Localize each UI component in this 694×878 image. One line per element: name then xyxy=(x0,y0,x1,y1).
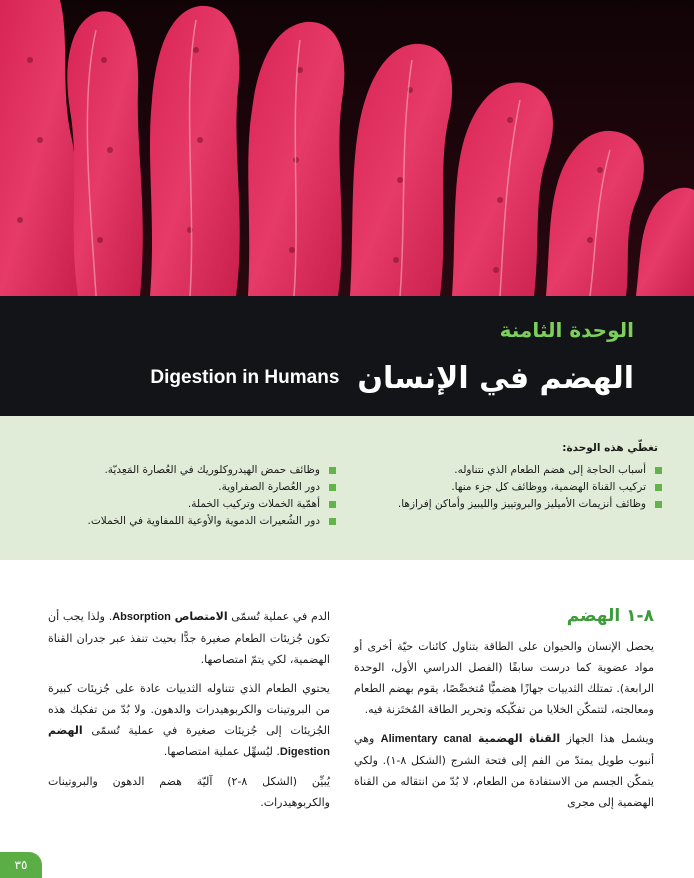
unit-label: الوحدة الثامنة xyxy=(499,318,634,342)
objectives-heading: تغطّي هذه الوحدة: xyxy=(562,442,658,454)
objective-item: أسباب الحاجة إلى هضم الطعام الذي نتناوله. xyxy=(357,462,662,479)
square-bullet-icon xyxy=(329,467,336,474)
objectives-list-right xyxy=(357,462,662,513)
objective-item: وظائف أنزيمات الأميليز والبروتييز والليبيز وأماكن إفرازها. xyxy=(357,496,662,513)
objectives-panel xyxy=(0,416,694,560)
objective-item: تركيب القناة الهضمية، ووظائف كل جزء منها. xyxy=(357,479,662,496)
key-term-arabic: الهضم xyxy=(48,724,83,737)
paragraph: يحتوي الطعام الذي تتناوله الثدييات عادة على جُزيئات كبيرة من البروتينات والكربوهيدرات والدهون. ولا بُدّ من تفكيك هذه الجُزيئات إلى جُزيئات صغيرة في عملية تُسمّى الهضم Digestion. ليُسهِّل عملية امتصاصها. xyxy=(48,682,331,758)
objective-item: وظائف حمض الهيدروكلوريك في العُصارة المَعِديّة. xyxy=(26,462,336,479)
square-bullet-icon xyxy=(655,484,662,491)
paragraph: الدم في عملية تُسمّى الامتصاص Absorption. ولذا يجب أن تكون جُزيئات الطعام صغيرة جدًّا بحيث تنفذ عبر جدران القناة الهضمية، لكي يتمّ امتصاصها. xyxy=(48,610,330,666)
hero-micrograph-image xyxy=(0,0,694,296)
key-term-arabic: القناة الهضمية xyxy=(477,732,561,745)
objectives-list-left xyxy=(26,462,336,530)
body-column-left xyxy=(48,606,330,821)
villi-micrograph-image xyxy=(0,0,694,296)
square-bullet-icon xyxy=(329,484,336,491)
key-term-arabic: الامتصاص xyxy=(174,610,228,623)
objective-item: دور الشُعيرات الدموية والأوعية اللمفاوية في الخملات. xyxy=(26,513,336,530)
section-heading: ٨-١ الهضم xyxy=(566,606,654,626)
key-term-english: Absorption xyxy=(112,611,171,623)
paragraph: يُبيِّن (الشكل ٨-٢) آليّة هضم الدهون والبروتينات والكربوهيدرات. xyxy=(48,775,330,809)
page-number: ٣٥ xyxy=(0,852,42,878)
unit-title-banner xyxy=(0,296,694,416)
paragraph: يحصل الإنسان والحيوان على الطاقة بتناول كائنات حيّة أخرى أو مواد عضوية كما درست سابقًا (الفصل الدراسي الأول، الوحدة الرابعة). تمتلك الثدييات جهازًا هضميًّا مُتخصِّصًا، يقوم بهضم الطعام ومعالجته، لتتمكّن الخلايا من تفكّيكه وتحرير الطاقة المُختَزنة فيه. xyxy=(354,640,654,716)
unit-title-row xyxy=(40,356,634,400)
square-bullet-icon xyxy=(329,518,336,525)
body-column-right xyxy=(354,636,654,821)
key-term-english: Digestion xyxy=(279,746,330,758)
square-bullet-icon xyxy=(655,501,662,508)
unit-title-arabic: الهضم في الإنسان xyxy=(357,360,634,396)
key-term-english: Alimentary canal xyxy=(380,733,472,745)
objective-item: دور العُصارة الصفراوية. xyxy=(26,479,336,496)
square-bullet-icon xyxy=(655,467,662,474)
square-bullet-icon xyxy=(329,501,336,508)
unit-title-english: Digestion in Humans xyxy=(150,367,340,388)
paragraph: ويشمل هذا الجهاز القناة الهضمية Alimentary canal وهي أنبوب طويل يمتدّ من الفم إلى فتحة الشرج (الشكل ٨-١). ولكي يتمكّن الجسم من الاستفادة من الطعام، لا بُدّ من انتقاله من القناة الهضمية إلى مجرى xyxy=(354,732,654,809)
objective-item: أهمّية الخملات وتركيب الخملة. xyxy=(26,496,336,513)
